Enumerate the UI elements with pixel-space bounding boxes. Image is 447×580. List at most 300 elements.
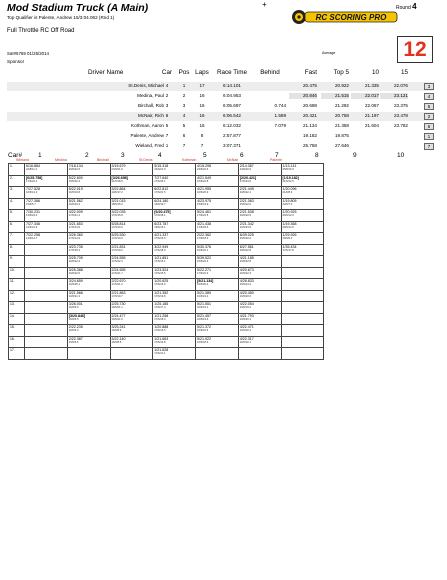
car-header: Car: [161, 69, 173, 76]
lap-split: 16/6/22.1: [239, 191, 251, 195]
lap-time: 7/27.366: [26, 198, 40, 203]
lap-cell: [238, 267, 281, 279]
lap-time: 6/24.180: [154, 198, 169, 203]
lap-cell: [196, 290, 239, 302]
lap-split: 16/6/6.5: [68, 340, 79, 344]
lap-split: 17/6/19.0: [111, 248, 123, 252]
laps: 16: [199, 123, 205, 128]
lap-split: 16/6/19.5: [197, 329, 209, 333]
lap-time: 5/21.457: [197, 313, 211, 318]
lap-cell: [153, 279, 196, 291]
lap-cell: [281, 290, 324, 302]
lap-time: 1/20.925: [282, 210, 297, 214]
lap-split: 19/6/6.2: [282, 237, 293, 241]
lap-number: 14.: [9, 313, 25, 325]
lap-split: 17/6/15.5: [154, 237, 166, 241]
lap-time: 4/21.337: [154, 233, 169, 237]
lap-split: 15/6/14.4: [239, 283, 251, 287]
lap-cell: [281, 198, 324, 210]
fast-rank-badge: 1: [424, 133, 434, 141]
lap-cell: [25, 325, 68, 337]
lap-time: 4/21.793: [239, 313, 254, 318]
lap-cell: [110, 348, 153, 360]
lap-split: 16/6/20.4: [239, 329, 251, 333]
lap-split: 17/6/25.1: [154, 179, 166, 183]
lap-time: 6/27.561: [239, 244, 254, 249]
result-row: [7, 102, 434, 111]
lap-time: 1/21.258: [154, 313, 169, 318]
lap-cell: [238, 302, 281, 314]
driver-name: Palente, Andrew: [130, 133, 164, 138]
race-number-badge: 12: [397, 36, 433, 63]
lap-split: 17/6/15.5: [154, 271, 166, 275]
lap-cell: [238, 221, 281, 233]
top10-avg: 21.604: [364, 123, 379, 128]
lap-cell: [110, 256, 153, 268]
lap-split: 16/6/8.6: [111, 329, 122, 333]
lap-cell: [67, 233, 110, 245]
lap-cell: [153, 244, 196, 256]
lap-split: 17/6/23.0: [239, 179, 251, 183]
top15-avg: 23.375: [393, 103, 408, 108]
lap-split: 17/6/18.6: [197, 225, 209, 229]
track-name: Full Throttle RC Off Road: [7, 28, 75, 34]
driver-name: Kothman, Aaron: [131, 123, 164, 128]
lap-time: 2/14.367: [239, 164, 254, 168]
lap-cell: [110, 325, 153, 337]
driver-name: McNair, Rich: [137, 113, 164, 118]
lap-cell: [281, 221, 324, 233]
lap-split: 21/6/8.9: [282, 191, 293, 195]
lap-cell: [25, 233, 68, 245]
lap-time: 4/20.673: [239, 267, 254, 272]
result-row: [7, 142, 434, 151]
lap-split: 16/6/19.3: [68, 202, 80, 206]
lap-cell: [110, 279, 153, 291]
lap-split: 15/6/22.0: [239, 202, 251, 206]
lap-cell: [281, 244, 324, 256]
lap-split: 17/6/22.3: [197, 271, 209, 275]
car-col-4: 4: [158, 152, 162, 159]
lap-cell: [67, 244, 110, 256]
top10-header: 10: [371, 69, 379, 76]
lap-split: 16/6/25.1: [68, 283, 80, 287]
lap-time: 3/24.659: [68, 279, 83, 283]
lap-split: 17/6/21.5: [154, 191, 166, 195]
lap-row: [9, 302, 367, 314]
lap-time: 5/21.372: [197, 325, 211, 329]
lap-time: 2/24.477: [111, 313, 126, 318]
lap-split: 20/6/12.6: [282, 214, 294, 218]
result-row: [7, 112, 434, 121]
lap-split: 17/6/18.3: [154, 317, 166, 321]
car-col-9: 9: [353, 152, 357, 159]
lap-time: 7/27.640: [154, 175, 169, 180]
fast-lap: 25.758: [302, 143, 317, 148]
lap-cell: [281, 210, 324, 222]
driver-name: St.Denis, Michael: [128, 83, 164, 88]
lap-split: 14/6/21.9: [26, 225, 38, 229]
fast-lap: 20.421: [302, 113, 317, 118]
lap-split: 17/6/21.2: [111, 283, 123, 287]
round-value: 4: [412, 2, 417, 11]
lap-time: [5/21.134]: [197, 279, 214, 283]
lap-time: 6/23.787: [154, 221, 169, 226]
lap-time: 1/21.352: [154, 290, 169, 295]
lap-cell: [153, 267, 196, 279]
lap-cell: [153, 187, 196, 199]
lap-cell: [238, 325, 281, 337]
lap-cell: [238, 279, 281, 291]
lap-split: 16/6/9.0: [68, 306, 79, 310]
lap-cell: [153, 210, 196, 222]
lap-split: 17/6/22.3: [111, 260, 123, 264]
lap-number: 8.: [9, 244, 25, 256]
top15-header: 15: [400, 69, 408, 76]
race-time: 6:06.542: [223, 113, 241, 118]
lap-cell: [238, 233, 281, 245]
lap-time: 3/25.241: [111, 325, 126, 329]
lap-time: 3/21.566: [68, 290, 83, 295]
fast-rank-badge: 4: [424, 93, 434, 101]
driver-col-6: McNair: [227, 158, 239, 162]
lap-cell: [238, 256, 281, 268]
lap-row: [9, 267, 367, 279]
lap-time: 5/22.019: [68, 187, 83, 191]
lap-cell: [196, 279, 239, 291]
lap-time: 4/21.438: [197, 221, 211, 226]
driver-name: Medina, Paul: [137, 93, 164, 98]
laps: 8: [200, 133, 204, 138]
lap-cell: [110, 210, 153, 222]
lap-split: 16/6/20.5: [239, 214, 251, 218]
lap-number: 15.: [9, 325, 25, 337]
lap-cell: [196, 256, 239, 268]
lap-time: 7/27.528: [26, 187, 40, 191]
lap-split: 21/6/12.5: [282, 179, 294, 183]
lap-cell: [238, 290, 281, 302]
lap-time: 1/21.663: [154, 336, 169, 341]
lap-split: 17/6/24.5: [197, 214, 209, 218]
lap-time: [6/25.758]: [26, 175, 43, 180]
lap-time: 3/25.739: [68, 256, 83, 260]
behind: 1.589: [274, 113, 286, 118]
lap-cell: [67, 290, 110, 302]
lap-time: 7/22.258: [26, 233, 40, 237]
lap-time: 5/22.271: [197, 267, 211, 272]
driver-col-4: St.Denis: [139, 158, 153, 162]
lap-cell: [110, 244, 153, 256]
driver-name: Birchall, Rob: [137, 103, 164, 108]
laps: 7: [200, 143, 204, 148]
lap-cell: [281, 325, 324, 337]
top10-avg: 21.197: [364, 113, 379, 118]
round-label: Round: [396, 5, 411, 11]
lap-time: 2/21.342: [239, 221, 254, 226]
lap-number: 4.: [9, 198, 25, 210]
lap-split: 16/6/19.6: [197, 317, 209, 321]
fast-rank-badge: 7: [424, 143, 434, 151]
lap-time: 1/20.096: [282, 187, 297, 191]
lap-cell: [25, 164, 68, 176]
lap-split: 15/6/22.8: [239, 248, 251, 252]
lap-time: 5/15.318: [154, 164, 169, 168]
lap-time: 3/26.360: [68, 233, 83, 237]
lap-cell: [67, 279, 110, 291]
lap-cell: [196, 233, 239, 245]
lap-cell: [196, 221, 239, 233]
lap-row: [9, 187, 367, 199]
lap-time: 2/25.730: [111, 302, 126, 306]
fast-header: Fast: [304, 69, 317, 76]
position: 2: [182, 93, 186, 98]
lap-split: 16/6/14.2: [26, 191, 38, 195]
behind: 7.079: [274, 123, 286, 128]
lap-time: 1/21.628: [154, 348, 169, 352]
lap-time: 2/22.362: [197, 233, 211, 237]
result-row: [7, 132, 434, 141]
lap-time: [1/19.182]: [282, 175, 299, 180]
lap-split: 17/6/16.9: [154, 283, 166, 287]
lap-time: 3/15.679: [111, 164, 126, 168]
lap-split: 16/6/20.6: [239, 294, 251, 298]
lap-cell: [67, 175, 110, 187]
lap-cell: [25, 221, 68, 233]
lap-cell: [238, 210, 281, 222]
lap-time: 4/15.298: [197, 164, 211, 168]
lap-number: 13.: [9, 302, 25, 314]
lap-time: 6/16.884: [26, 164, 40, 168]
top5-header: Top 5: [333, 69, 349, 76]
lap-number: 12.: [9, 290, 25, 302]
lap-split: 16/6/22.1: [197, 248, 209, 252]
lap-split: 16/6/20.9: [197, 191, 209, 195]
top5-avg: 20.758: [334, 113, 349, 118]
lap-cell: [110, 267, 153, 279]
lap-cell: [110, 164, 153, 176]
lap-cell: [238, 348, 281, 360]
lap-cell: [67, 336, 110, 348]
lap-split: 25/8/16.9: [282, 168, 294, 172]
lap-cell: [25, 279, 68, 291]
position: 1: [182, 83, 186, 88]
car-col-7: 7: [275, 152, 279, 159]
lap-split: 22/8/11.3: [26, 168, 38, 172]
lap-time: 2/21.449: [239, 187, 254, 191]
lap-time: 3/22.035: [111, 210, 126, 214]
lap-time: 7/30.231: [26, 210, 40, 214]
average-label: Average: [322, 51, 336, 55]
car-number: 7: [165, 133, 169, 138]
fast-rank-badge: 6: [424, 123, 434, 131]
lap-cell: [196, 313, 239, 325]
lap-time: 3/26.001: [68, 302, 83, 306]
lap-row: [9, 336, 367, 348]
lap-time: 3/22.864: [111, 187, 126, 191]
lap-time: 5/28.814: [111, 221, 126, 226]
driver-col-3: Birchall: [97, 158, 109, 162]
position: 6: [182, 133, 186, 138]
lap-row: [9, 256, 367, 268]
lap-time: 2/22.387: [68, 336, 83, 341]
lap-split: 17/6/14.9: [68, 237, 80, 241]
driver-name-header: Driver Name: [88, 69, 124, 76]
lap-number: 7.: [9, 233, 25, 245]
rc-scoring-pro-logo: [291, 9, 399, 25]
top15-avg: 23.121: [380, 93, 408, 99]
lap-cell: [196, 336, 239, 348]
lap-number: 3.: [9, 187, 25, 199]
lap-time: 5/24.461: [197, 210, 211, 214]
result-row: [7, 92, 434, 101]
lap-cell: [110, 187, 153, 199]
laps: 16: [199, 93, 205, 98]
lap-time: 1/35.434: [282, 244, 297, 249]
laps: 16: [199, 113, 205, 118]
lap-split: 22/6/7.0: [282, 202, 293, 206]
lap-cell: [281, 233, 324, 245]
lap-cell: [25, 267, 68, 279]
lap-split: 16/6/19.8: [68, 191, 80, 195]
lap-time: [3/26.698]: [111, 175, 128, 180]
lap-time: 7/27.346: [26, 221, 40, 226]
race-time: 6:14.101: [223, 83, 241, 88]
lap-split: 17/6/16.8: [154, 340, 166, 344]
top10-avg: 21.335: [364, 83, 379, 88]
car-number: 3: [165, 103, 169, 108]
lap-number: 11.: [9, 279, 25, 291]
lap-time: 5/21.562: [68, 198, 83, 203]
lap-cell: [25, 336, 68, 348]
round-indicator: [396, 2, 417, 11]
car-col-8: 8: [315, 152, 319, 159]
lap-row: [9, 244, 367, 256]
lap-cell: [67, 187, 110, 199]
position: 3: [182, 103, 186, 108]
top5-avg: 21.358: [334, 123, 349, 128]
driver-col-1: Wieland: [16, 158, 29, 162]
car-number: 5: [165, 123, 169, 128]
race-time-header: Race Time: [216, 69, 248, 76]
car-number: 4: [165, 83, 169, 88]
lap-split: 16/6/20.4: [197, 283, 209, 287]
lap-time: 2/21.063: [239, 198, 254, 203]
top5-avg: 20.922: [334, 83, 349, 88]
lap-split: 16/6/19.4: [239, 306, 251, 310]
logo-text: RC SCORING PRO: [315, 13, 387, 22]
lap-cell: [153, 325, 196, 337]
fast-rank-badge: 3: [424, 83, 434, 91]
lap-time: 2/22.670: [111, 279, 126, 283]
lap-cell: [281, 187, 324, 199]
lap-split: 17/6/19.8: [154, 294, 166, 298]
car-label: Car#: [8, 152, 23, 159]
lap-cell: [196, 348, 239, 360]
lap-cell: [67, 164, 110, 176]
top10-avg: 22.067: [364, 103, 379, 108]
lap-cell: [281, 175, 324, 187]
lap-split: 17/6/21.7: [111, 271, 123, 275]
lap-time: 4/22.317: [239, 336, 254, 341]
lap-split: 17/6/16.5: [154, 329, 166, 333]
lap-cell: [153, 302, 196, 314]
lap-cell: [281, 256, 324, 268]
lap-cell: [196, 187, 239, 199]
lap-cell: [110, 198, 153, 210]
lap-split: 17/6/22.4: [26, 179, 38, 183]
lap-cell: [196, 267, 239, 279]
pos-header: Pos: [178, 69, 190, 76]
lap-cell: [281, 336, 324, 348]
lap-cell: [196, 198, 239, 210]
lap-split: 24/6/20.0: [239, 168, 251, 172]
lap-time: 1/21.851: [154, 256, 169, 260]
lap-time: 4/21.549: [197, 175, 211, 180]
lap-time: 4/22.054: [239, 302, 254, 306]
lap-time: 4/28.833: [239, 279, 254, 283]
lap-split: 16/6/6.3: [68, 329, 79, 333]
lap-time: 1/23.524: [154, 267, 169, 272]
lap-split: 15/6/20.3: [68, 179, 80, 183]
lap-time: 2/24.555: [111, 267, 126, 272]
lap-row: [9, 279, 367, 291]
lap-cell: [196, 302, 239, 314]
lap-time: 4/22.471: [239, 325, 254, 329]
lap-time: 1/20.888: [154, 325, 169, 329]
lap-split: 17/6/18.3: [68, 248, 80, 252]
lap-cell: [281, 302, 324, 314]
lap-split: 17/6/15.8: [111, 214, 123, 218]
lap-split: 24/6/22.6: [197, 168, 209, 172]
lap-time: 5/21.551: [197, 302, 211, 306]
lap-row: [9, 348, 367, 360]
driver-col-5: Kothman: [182, 158, 197, 162]
behind: 0.744: [274, 103, 286, 108]
lap-row: [9, 164, 367, 176]
lap-time: 4/21.185: [239, 256, 254, 260]
lap-cell: [196, 175, 239, 187]
lap-number: 10.: [9, 267, 25, 279]
lap-time: 1/19.805: [282, 198, 297, 203]
lap-time: 7/18.134: [68, 164, 83, 168]
top5-avg: 19.875: [334, 133, 349, 138]
lap-time: 6/39.025: [239, 233, 254, 237]
top15-avg: 22.076: [393, 83, 408, 88]
car-col-6: 6: [240, 152, 244, 159]
lap-by-lap-table: [8, 163, 367, 360]
lap-split: 16/6/19.1: [197, 306, 209, 310]
laps-header: Laps: [195, 69, 209, 76]
lap-time: 1/25.185: [154, 302, 169, 306]
lap-split: 15/6/22.8: [239, 260, 251, 264]
car-number: 2: [165, 93, 169, 98]
position: 7: [182, 143, 186, 148]
lap-cell: [153, 198, 196, 210]
lap-split: 16/6/19.7: [154, 202, 166, 206]
lap-time: 3/22.140: [111, 336, 126, 341]
lap-cell: [153, 233, 196, 245]
lap-cell: [196, 244, 239, 256]
lap-time: 2/21.831: [111, 244, 126, 249]
lap-number: 17.: [9, 348, 25, 360]
lap-cell: [238, 187, 281, 199]
lap-number: 2.: [9, 175, 25, 187]
lap-cell: [281, 313, 324, 325]
lap-cell: [25, 348, 68, 360]
lap-cell: [153, 313, 196, 325]
lap-time: 3/21.015: [111, 198, 126, 203]
top5-avg: 27.646: [334, 143, 349, 148]
